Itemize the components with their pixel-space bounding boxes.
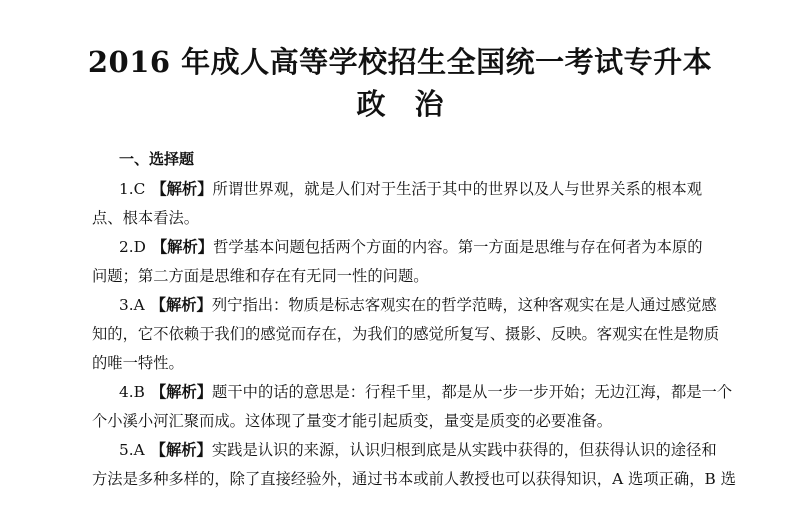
answer-number: 5.A bbox=[119, 441, 145, 459]
answer-line bbox=[92, 266, 429, 286]
answer-line bbox=[119, 295, 717, 315]
answer-line bbox=[119, 179, 702, 199]
answer-text: 实践是认识的来源，认识归根到底是从实践中获得的，但获得认识的途径和 bbox=[211, 441, 717, 459]
answer-text: 的唯一特性。 bbox=[92, 354, 184, 372]
answer-line bbox=[92, 324, 719, 344]
analysis-tag: 【解析】 bbox=[150, 441, 212, 459]
document-title: 2016 年成人高等学校招生全国统一考试专升本 bbox=[87, 45, 713, 79]
analysis-tag: 【解析】 bbox=[151, 180, 213, 198]
answer-line bbox=[92, 353, 184, 373]
answer-text: 所谓世界观，就是人们对于生活于其中的世界以及人与世界关系的根本观 bbox=[212, 180, 703, 198]
answer-line bbox=[92, 208, 199, 228]
answer-line bbox=[119, 382, 732, 402]
analysis-tag: 【解析】 bbox=[151, 238, 214, 256]
answer-line bbox=[119, 440, 717, 460]
answer-text: 知的，它不依赖于我们的感觉而存在，为我们的感觉所复写、摄影、反映。客观实在性是物质 bbox=[92, 325, 720, 343]
analysis-tag: 【解析】 bbox=[150, 383, 213, 401]
answer-text: 方法是多种多样的，除了直接经验外，通过书本或前人教授也可以获得知识，A 选项正确，B 选 bbox=[92, 470, 736, 488]
answer-text: 点、根本看法。 bbox=[92, 209, 200, 227]
answer-text: 列宁指出：物质是标志客观实在的哲学范畴，这种客观实在是人通过感觉感 bbox=[211, 296, 717, 314]
answer-number: 4.B bbox=[119, 383, 145, 401]
answer-line bbox=[119, 237, 703, 257]
document-subject: 政 治 bbox=[356, 87, 444, 121]
answer-text: 题干中的话的意思是：行程千里，都是从一步一步开始；无边江海，都是一个 bbox=[212, 383, 733, 401]
answer-line bbox=[92, 469, 736, 489]
answer-number: 1.C bbox=[119, 180, 146, 198]
answer-line bbox=[92, 411, 612, 431]
answer-text: 个小溪小河汇聚而成。这体现了量变才能引起质变，量变是质变的必要准备。 bbox=[92, 412, 613, 430]
answer-number: 3.A bbox=[119, 296, 145, 314]
section-heading: 一、选择题 bbox=[119, 150, 195, 168]
answer-text: 哲学基本问题包括两个方面的内容。第一方面是思维与存在何者为本原的 bbox=[213, 238, 703, 256]
answer-number: 2.D bbox=[119, 238, 146, 256]
analysis-tag: 【解析】 bbox=[150, 296, 212, 314]
answer-text: 问题；第二方面是思维和存在有无同一性的问题。 bbox=[92, 267, 429, 285]
